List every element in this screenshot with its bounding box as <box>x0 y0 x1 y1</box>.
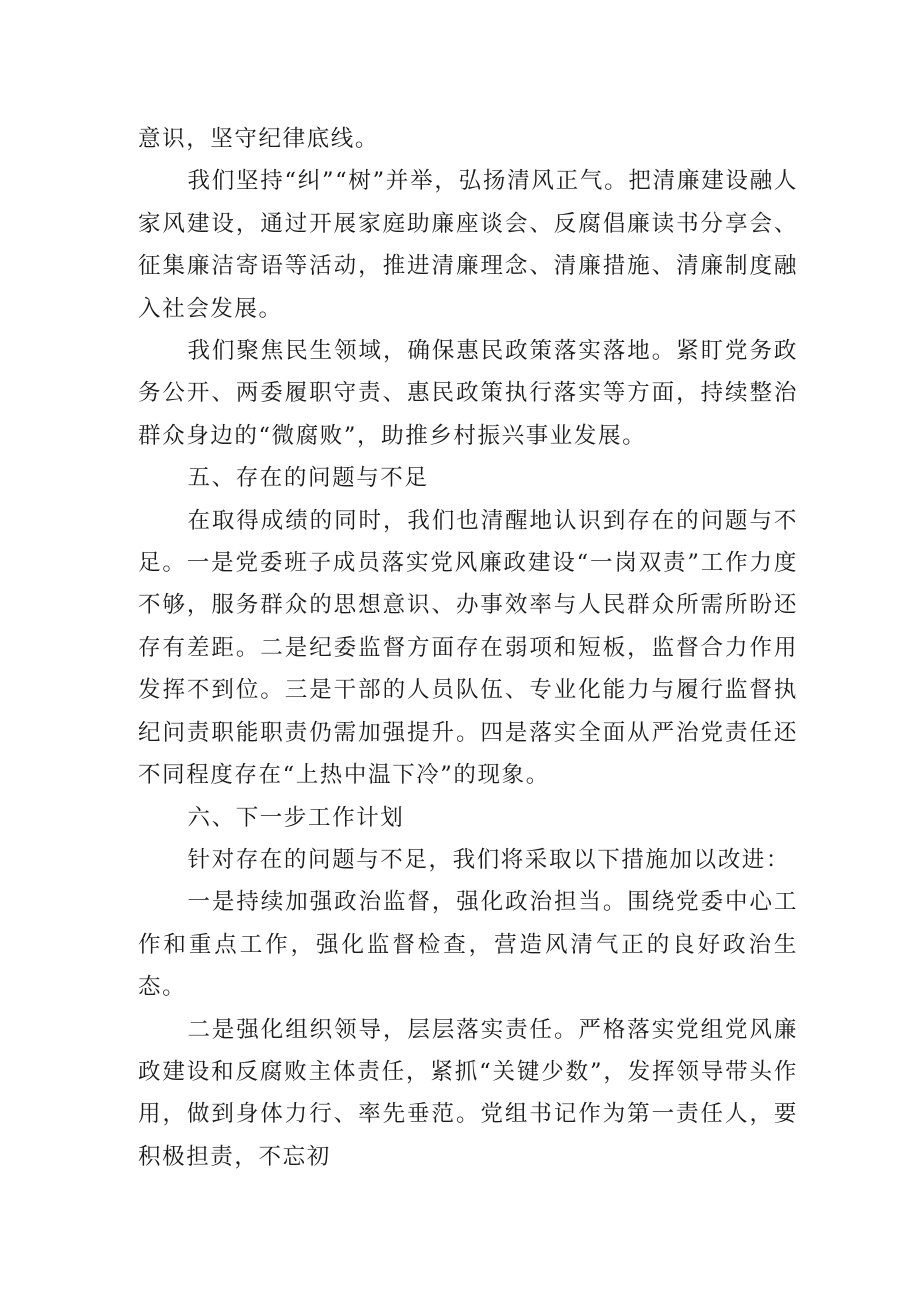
paragraph-3: 我们聚焦民生领域，确保惠民政策落实落地。紧盯党务政务公开、两委履职守责、惠民政策执行落实等方面，持续整治群众身边的“微腐败”，助推乡村振兴事业发展。 <box>138 338 798 449</box>
document-body <box>138 118 798 1178</box>
paragraph-1: 意识，坚守纪律底线。 <box>138 126 380 152</box>
paragraph-2: 我们坚持“纠”“树”并举，弘扬清风正气。把清廉建设融人家风建设，通过开展家庭助廉座谈会、反腐倡廉读书分享会、征集廉洁寄语等活动，推进清廉理念、清廉措施、清廉制度融入社会发展。 <box>138 168 798 322</box>
paragraph-7: 二是强化组织领导，层层落实责任。严格落实党组党风廉政建设和反腐败主体责任，紧抓“关键少数”，发挥领导带头作用，做到身体力行、率先垂范。党组书记作为第一责任人，要积极担责，不忘初 <box>138 1016 798 1170</box>
section-heading-6: 六、下一步工作计划 <box>187 804 405 831</box>
section-heading-5: 五、存在的问题与不足 <box>187 465 429 492</box>
paragraph-6: 一是持续加强政治监督，强化政治担当。围绕党委中心工作和重点工作，强化监督检查，营造风清气正的良好政治生态。 <box>138 889 798 1001</box>
paragraph-5: 针对存在的问题与不足，我们将采取以下措施加以改进： <box>187 846 791 873</box>
paragraph-4: 在取得成绩的同时，我们也清醒地认识到存在的问题与不足。一是党委班子成员落实党风廉政建设“一岗双责”工作力度不够，服务群众的思想意识、办事效率与人民群众所需所盼还存有差距。二是纪委监督方面存在弱项和短板，监督合力作用发挥不到位。三是干部的人员队伍、专业化能力与履行监督执纪问责职能职责仍需加强提升。四是落实全面从严治党责任还不同程度存在“上热中温下冷”的现象。 <box>138 507 798 789</box>
